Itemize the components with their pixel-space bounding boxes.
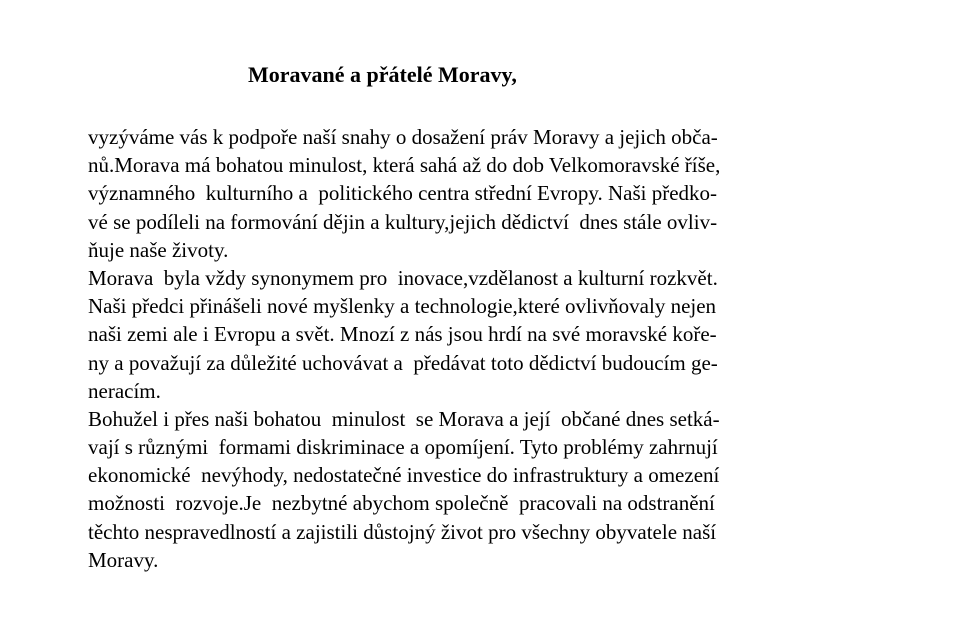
text-line: Naši předci přinášeli nové myšlenky a technologie,které ovlivňovaly nejen — [88, 294, 717, 319]
text-line: nů.Morava má bohatou minulost, která sahá až do dob Velkomoravské říše, — [88, 153, 721, 178]
text-line: vé se podíleli na formování dějin a kultury,jejich dědictví dnes stále ovliv- — [88, 209, 718, 234]
text-line: naši zemi ale i Evropu a svět. Mnozí z nás jsou hrdí na své moravské koře- — [88, 322, 717, 347]
text-line: těchto nespravedlností a zajistili důstojný život pro všechny obyvatele naší — [88, 519, 717, 544]
text-line: neracím. — [88, 378, 161, 403]
text-line: Moravy. — [88, 547, 159, 572]
document-body — [88, 123, 720, 574]
text-line: vyzýváme vás k podpoře naší snahy o dosažení práv Moravy a jejich obča- — [88, 125, 718, 149]
text-line: významného kulturního a politického centra střední Evropy. Naši předko- — [88, 181, 718, 206]
text-line: vají s různými formami diskriminace a opomíjení. Tyto problémy zahrnují — [88, 435, 718, 460]
text-line: možnosti rozvoje.Je nezbytné abychom společně pracovali na odstranění — [88, 491, 715, 516]
text-line: Morava byla vždy synonymem pro inovace,vzdělanost a kulturní rozkvět. — [88, 265, 718, 290]
text-line: Bohužel i přes naši bohatou minulost se Morava a její občané dnes setká- — [88, 406, 720, 431]
text-line: ňuje naše životy. — [88, 237, 229, 262]
document-title: Moravané a přátelé Moravy, — [248, 62, 517, 87]
text-line: ekonomické nevýhody, nedostatečné investice do infrastruktury a omezení — [88, 463, 720, 488]
text-line: ny a považují za důležité uchovávat a předávat toto dědictví budoucím ge- — [88, 350, 718, 375]
